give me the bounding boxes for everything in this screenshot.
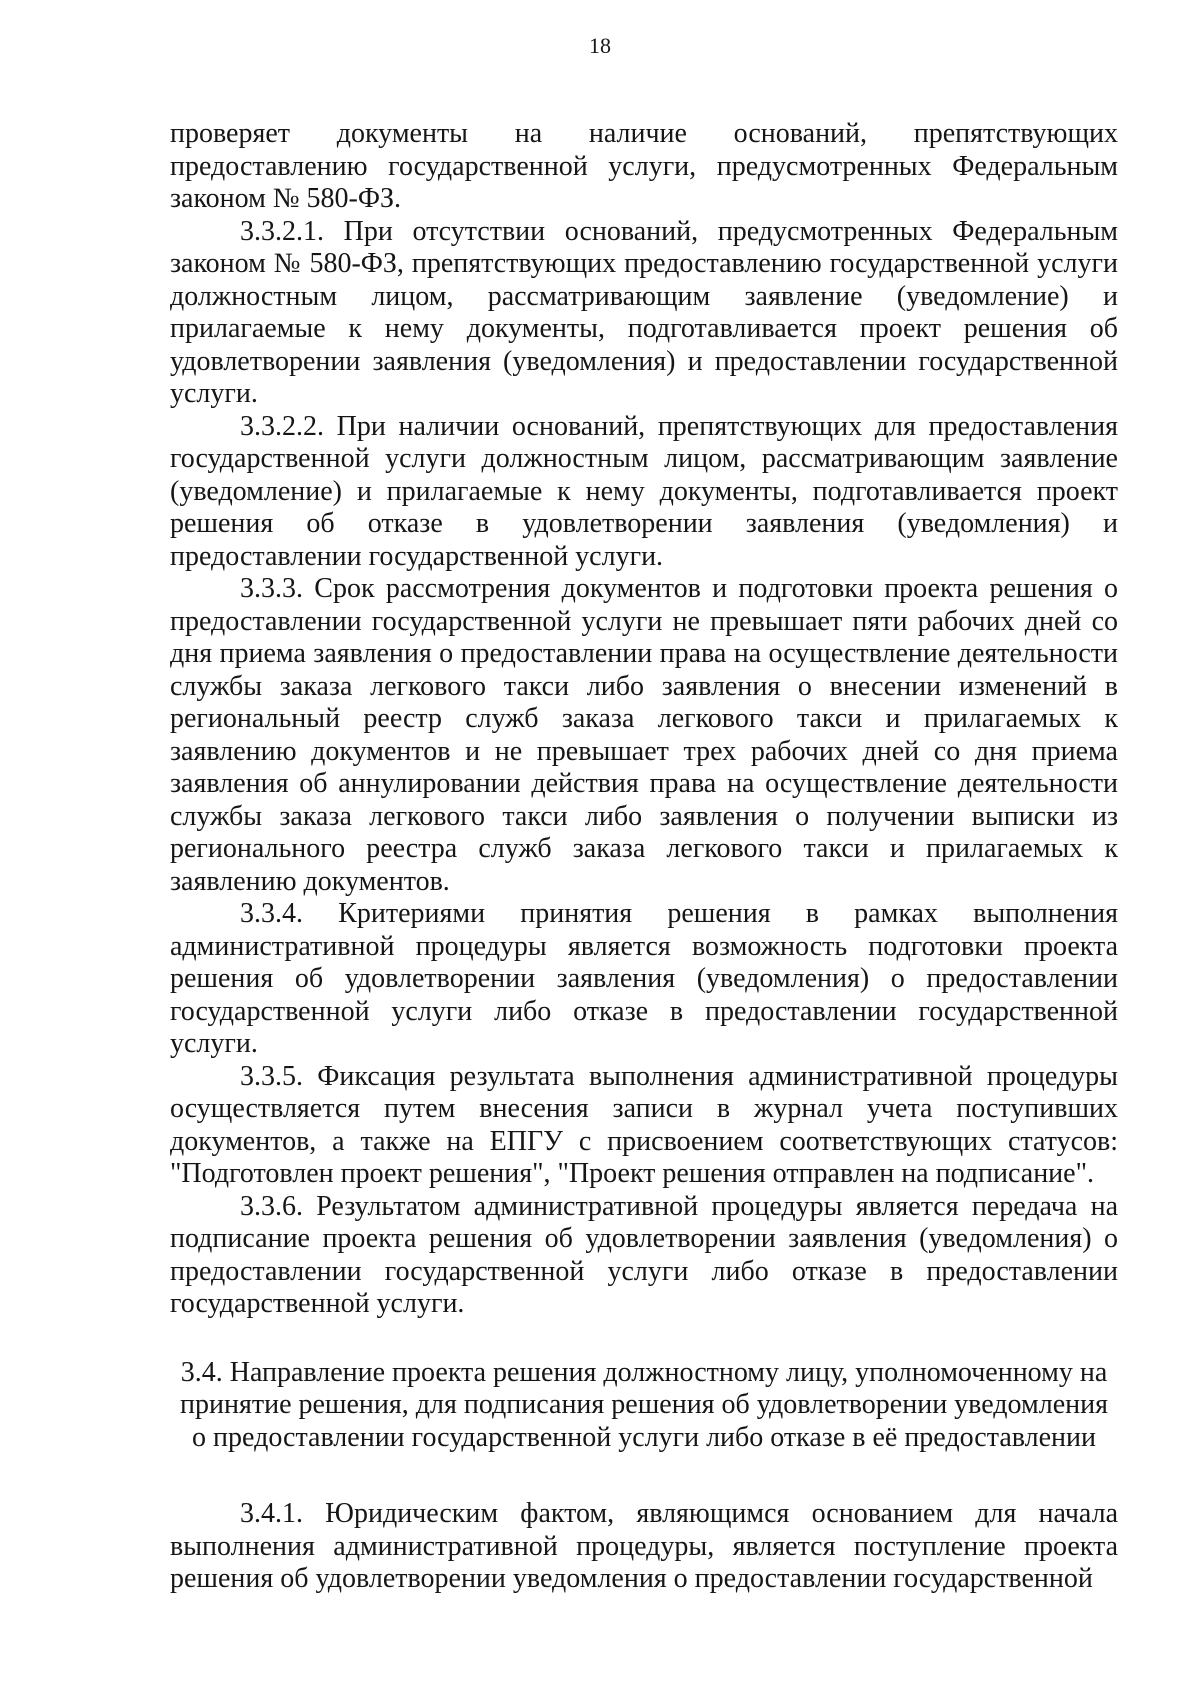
paragraph-3-3-5: 3.3.5. Фиксация результата выполнения административной процедуры осуществляется путем внесения записи в журнал учета поступивших документов, а также на ЕПГУ с присвоением соответствующих статусов: "Подготовлен проект решения", "Проект решения отправлен на подписание". — [170, 1060, 1118, 1189]
paragraph-continuation: проверяет документы на наличие оснований, препятствующих предоставлению государственной услуги, предусмотренных Федеральным законом № 580-ФЗ. — [170, 118, 1118, 214]
paragraph-3-3-3: 3.3.3. Срок рассмотрения документов и подготовки проекта решения о предоставлении государственной услуги не превышает пяти рабочих дней со дня приема заявления о предоставлении права на осуществление деятельности службы заказа легкового такси либо заявления о внесении изменений в региональный реестр служб заказа легкового такси и прилагаемых к заявлению документов и не превышает трех рабочих дней со дня приема заявления об аннулировании действия права на осуществление деятельности службы заказа легкового такси либо заявления о получении выписки из регионального реестра служб заказа легкового такси и прилагаемых к заявлению документов. — [170, 573, 1118, 897]
paragraph-3-3-4: 3.3.4. Критериями принятия решения в рамках выполнения административной процедуры является возможность подготовки проекта решения об удовлетворении заявления (уведомления) о предоставлении государственной услуги либо отказе в предоставлении государственной услуги. — [170, 898, 1118, 1059]
paragraph-3-3-2-1: 3.3.2.1. При отсутствии оснований, предусмотренных Федеральным законом № 580-ФЗ, препятствующих предоставлению государственной услуги должностным лицом, рассматривающим заявление (уведомление) и прилагаемые к нему документы, подготавливается проект решения об удовлетворении заявления (уведомления) и предоставлении государственной услуги. — [170, 215, 1118, 409]
paragraph-3-3-6: 3.3.6. Результатом административной процедуры является передача на подписание проекта решения об удовлетворении заявления (уведомления) о предоставлении государственной услуги либо отказе в предоставлении государственной услуги. — [170, 1190, 1118, 1319]
paragraph-3-4-1: 3.4.1. Юридическим фактом, являющимся основанием для начала выполнения административной процедуры, является поступление проекта решения об удовлетворении уведомления о предоставлении государственной — [170, 1498, 1118, 1594]
paragraph-3-3-2-2: 3.3.2.2. При наличии оснований, препятствующих для предоставления государственной услуги должностным лицом, рассматривающим заявление (уведомление) и прилагаемые к нему документы, подготавливается проект решения об отказе в удовлетворении заявления (уведомления) и предоставлении государственной услуги. — [170, 410, 1118, 572]
page-number: 18 — [589, 33, 611, 58]
document-body — [170, 118, 1118, 1596]
section-heading-3-4: 3.4. Направление проекта решения должностному лицу, уполномоченному на принятие решения, для подписания решения об удовлетворении уведомления о предоставлении государственной услуги либо отказе в её предоставлении — [180, 1356, 1108, 1453]
